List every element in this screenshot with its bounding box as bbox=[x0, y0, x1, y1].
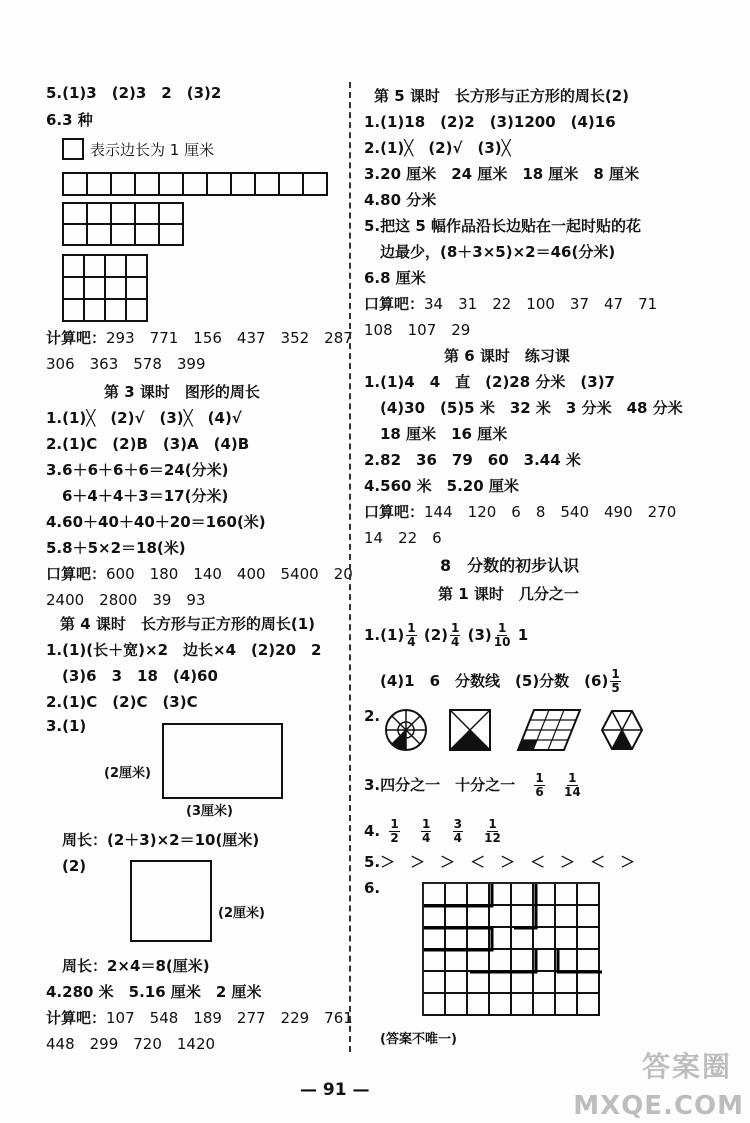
unit-square-legend bbox=[62, 138, 84, 160]
rectangle-bottom-label: (3厘米) bbox=[186, 804, 233, 819]
fraction: $\frac{3}{4}$ bbox=[453, 817, 462, 845]
calc-line-1: 计算吧：293 771 156 437 352 287 bbox=[46, 329, 353, 347]
oral-calc-6b: 14 22 6 bbox=[364, 529, 442, 547]
circle-eighths-shape bbox=[386, 710, 426, 750]
answer-5: 5.(1)3 (2)3 2 (3)2 bbox=[46, 84, 222, 102]
hexagon-sixths-shape bbox=[602, 711, 642, 749]
rectangle-side-label: (2厘米) bbox=[104, 766, 151, 781]
legend-text: 表示边长为 1 厘米 bbox=[90, 141, 215, 159]
l4-answer-4-5: 4.280 米 5.16 厘米 2 厘米 bbox=[46, 983, 262, 1001]
u8-answer-5: 5.＞ ＞ ＞ ＜ ＞ ＜ ＞ ＜ ＞ bbox=[364, 853, 636, 871]
u8-answer-2-label: 2. bbox=[364, 707, 381, 725]
l4-answer-1a: 1.(1)(长＋宽)×2 边长×4 (2)20 2 bbox=[46, 641, 322, 659]
calc-line-2: 306 363 578 399 bbox=[46, 355, 206, 373]
l4-answer-3-1: 3.(1) bbox=[46, 717, 87, 735]
perimeter-1: 周长：(2＋3)×2＝10(厘米) bbox=[62, 831, 260, 849]
u8-answer-3: 3.四分之一 十分之一 $\frac{1}{6}$ $\frac{1}{14}$ bbox=[364, 771, 581, 799]
fraction: $\frac{1}{10}$ bbox=[493, 621, 511, 649]
fraction: $\frac{1}{4}$ bbox=[407, 621, 416, 649]
u8-answer-6-label: 6. bbox=[364, 879, 381, 897]
l3-answer-3a: 3.6＋6＋6＋6＝24(分米) bbox=[46, 461, 229, 479]
fraction: $\frac{1}{5}$ bbox=[611, 667, 620, 695]
l4-answer-3-2: (2) bbox=[62, 857, 87, 875]
u8-answer-1b: (4)1 6 分数线 (5)分数 (6) $\frac{1}{5}$ bbox=[380, 667, 620, 695]
oral-calc-3b: 2400 2800 39 93 bbox=[46, 591, 206, 609]
l3-answer-2: 2.(1)C (2)B (3)A (4)B bbox=[46, 435, 250, 453]
square-quarters-shape bbox=[450, 710, 490, 750]
calc-4-line-2: 448 299 720 1420 bbox=[46, 1035, 216, 1053]
l6-answer-4-5: 4.560 米 5.20 厘米 bbox=[364, 477, 519, 495]
rectangle-figure bbox=[162, 723, 283, 799]
fraction-shapes bbox=[384, 706, 654, 754]
shape-1x11 bbox=[62, 172, 328, 196]
oral-calc-5b: 108 107 29 bbox=[364, 321, 471, 339]
fraction: $\frac{1}{12}$ bbox=[484, 817, 501, 845]
unit-8-title: 8 分数的初步认识 bbox=[440, 556, 580, 575]
parallelogram-shape bbox=[518, 710, 580, 750]
l6-answer-1b: (4)30 (5)5 米 32 米 3 分米 48 分米 bbox=[380, 399, 683, 417]
l3-answer-3b: 6＋4＋4＋3＝17(分米) bbox=[62, 487, 229, 505]
l6-answer-1c: 18 厘米 16 厘米 bbox=[380, 425, 508, 443]
l5-answer-6: 6.8 厘米 bbox=[364, 269, 426, 287]
oral-calc-3a: 口算吧：600 180 140 400 5400 20 bbox=[46, 565, 353, 583]
l4-answer-1b: (3)6 3 18 (4)60 bbox=[62, 667, 218, 685]
u8-answer-4: 4. $\frac{1}{2}$ $\frac{1}{4}$ $\frac{3}{4}$ $\frac{1}{12}$ bbox=[364, 817, 501, 845]
l3-answer-1: 1.(1)╳ (2)√ (3)╳ (4)√ bbox=[46, 409, 242, 427]
unit-8-lesson-1-title: 第 1 课时 几分之一 bbox=[438, 585, 579, 603]
oral-calc-5a: 口算吧：34 31 22 100 37 47 71 bbox=[364, 295, 658, 313]
fraction: $\frac{1}{14}$ bbox=[563, 771, 581, 799]
l6-answer-2-3: 2.82 36 79 60 3.44 米 bbox=[364, 451, 581, 469]
shape-3x4 bbox=[62, 254, 148, 322]
l5-answer-3: 3.20 厘米 24 厘米 18 厘米 8 厘米 bbox=[364, 165, 640, 183]
lesson-4-title: 第 4 课时 长方形与正方形的周长(1) bbox=[60, 615, 316, 633]
oral-calc-6a: 口算吧：144 120 6 8 540 490 270 bbox=[364, 503, 677, 521]
fraction: $\frac{1}{4}$ bbox=[421, 817, 431, 845]
l5-answer-5b: 边最少，(8＋3×5)×2＝46(分米) bbox=[380, 243, 616, 261]
answer-6: 6.3 种 bbox=[46, 111, 93, 129]
l6-answer-1a: 1.(1)4 4 直 (2)28 分米 (3)7 bbox=[364, 373, 615, 391]
lesson-5-title: 第 5 课时 长方形与正方形的周长(2) bbox=[374, 87, 630, 105]
l3-answer-4: 4.60＋40＋40＋20＝160(米) bbox=[46, 513, 266, 531]
fraction: $\frac{1}{4}$ bbox=[451, 621, 460, 649]
l4-answer-2: 2.(1)C (2)C (3)C bbox=[46, 693, 198, 711]
l3-answer-5: 5.8＋5×2＝18(米) bbox=[46, 539, 186, 557]
watermark-logo-text: 答案圈 bbox=[641, 1050, 732, 1083]
lesson-3-title: 第 3 课时 图形的周长 bbox=[104, 383, 260, 401]
l5-answer-5a: 5.把这 5 幅作品沿长边贴在一起时贴的花 bbox=[364, 217, 642, 235]
l5-answer-4: 4.80 分米 bbox=[364, 191, 437, 209]
column-divider bbox=[349, 82, 351, 1052]
page-number: — 91 — bbox=[300, 1080, 370, 1100]
square-figure bbox=[130, 860, 212, 942]
fraction: $\frac{1}{2}$ bbox=[390, 817, 399, 845]
answer-not-unique-note: (答案不唯一) bbox=[380, 1032, 457, 1047]
fraction: $\frac{1}{6}$ bbox=[535, 771, 544, 799]
watermark-url: MXQE.COM bbox=[573, 1091, 744, 1121]
lesson-6-title: 第 6 课时 练习课 bbox=[444, 347, 570, 365]
calc-4-line-1: 计算吧：107 548 189 277 229 761 bbox=[46, 1009, 353, 1027]
u8-answer-1a: 1.(1) $\frac{1}{4}$ (2) $\frac{1}{4}$ (3) $\frac{1}{10}$ 1 bbox=[364, 621, 529, 649]
l5-answer-2: 2.(1)╳ (2)√ (3)╳ bbox=[364, 139, 511, 157]
shape-2x5 bbox=[62, 202, 184, 246]
l5-answer-1: 1.(1)18 (2)2 (3)1200 (4)16 bbox=[364, 113, 616, 131]
perimeter-2: 周长：2×4＝8(厘米) bbox=[62, 957, 210, 975]
square-side-label: (2厘米) bbox=[218, 906, 265, 921]
grid-partition-lines bbox=[422, 882, 604, 1020]
